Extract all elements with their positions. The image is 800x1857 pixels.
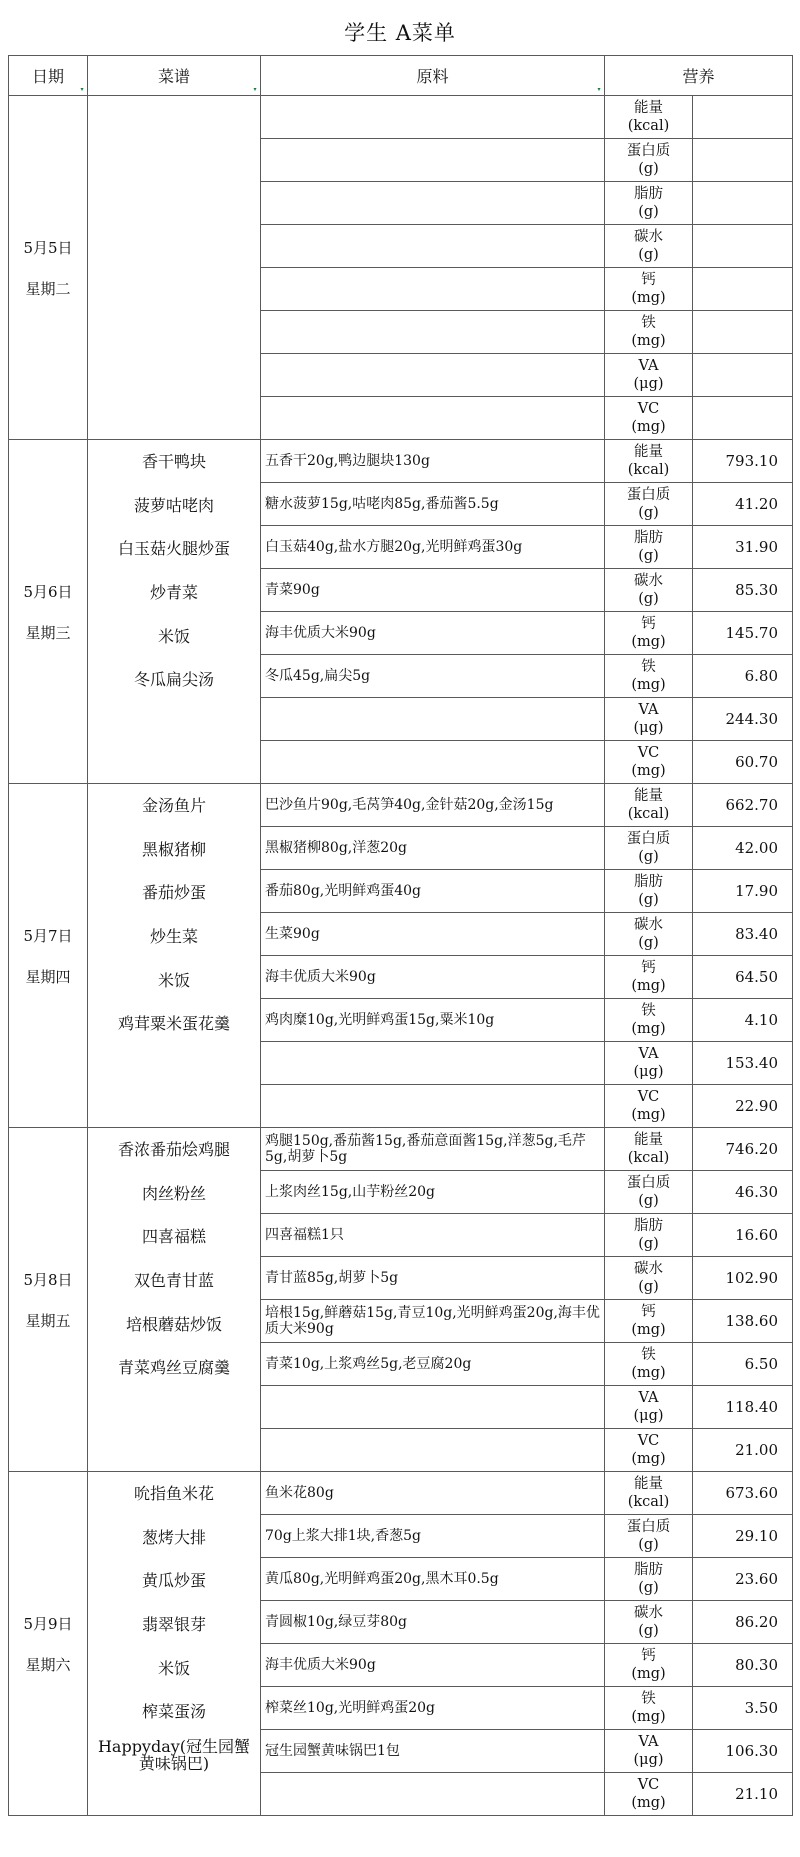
nutrient-unit: (μg)	[633, 1752, 664, 1768]
dish-name: 鸡茸粟米蛋花羹	[117, 1014, 230, 1034]
nutrient-label-cell	[605, 569, 693, 612]
dish-name: 炒青菜	[149, 583, 198, 603]
nutrient-unit: (kcal)	[627, 118, 670, 134]
nutrient-label-cell	[605, 1085, 693, 1128]
ingredient-cell[interactable]: 青菜90g	[261, 569, 605, 612]
menu-body	[9, 96, 793, 1816]
nutrient-name: 铁	[641, 1003, 656, 1019]
nutrient-name: VA	[638, 1734, 659, 1750]
nutrient-value-cell[interactable]	[693, 225, 793, 268]
nutrient-unit: (kcal)	[627, 1150, 670, 1166]
dish-name: 米饭	[157, 1658, 190, 1678]
table-row	[9, 1472, 793, 1515]
date-label: 5月8日	[23, 1270, 73, 1289]
ingredient-cell[interactable]	[261, 1429, 605, 1472]
nutrient-name: VA	[638, 1390, 659, 1406]
nutrient-name: 脂肪	[634, 874, 663, 890]
dish-name: 翡翠银芽	[141, 1615, 206, 1635]
nutrient-unit: (mg)	[631, 634, 666, 650]
nutrient-unit: (g)	[638, 591, 659, 607]
weekday-label: 星期四	[25, 967, 71, 986]
ingredient-cell[interactable]: 黑椒猪柳80g,洋葱20g	[261, 827, 605, 870]
nutrient-name: VA	[638, 1046, 659, 1062]
nutrient-value-cell[interactable]: 4.10	[693, 999, 793, 1042]
ingredient-cell[interactable]: 鱼米花80g	[261, 1472, 605, 1515]
nutrient-unit: (g)	[638, 505, 659, 521]
nutrient-label-cell	[605, 139, 693, 182]
nutrient-unit: (μg)	[633, 1408, 664, 1424]
ingredient-cell[interactable]: 青圆椒10g,绿豆芽80g	[261, 1601, 605, 1644]
nutrient-name: 碳水	[634, 573, 663, 589]
nutrient-name: 铁	[641, 659, 656, 675]
ingredient-cell[interactable]: 冠生园蟹黄味锅巴1包	[261, 1730, 605, 1773]
nutrient-value-cell[interactable]: 106.30	[693, 1730, 793, 1773]
nutrient-unit: (mg)	[631, 1365, 666, 1381]
date-label: 5月5日	[23, 238, 73, 257]
nutrient-name: 钙	[641, 272, 656, 288]
nutrient-label-cell	[605, 1472, 693, 1515]
nutrient-label-cell	[605, 483, 693, 526]
nutrient-unit: (mg)	[631, 1666, 666, 1682]
nutrient-label-cell	[605, 612, 693, 655]
nutrient-label-cell	[605, 698, 693, 741]
date-label: 5月6日	[23, 582, 73, 601]
ingredient-cell[interactable]: 海丰优质大米90g	[261, 612, 605, 655]
nutrient-label-cell	[605, 1171, 693, 1214]
nutrient-unit: (mg)	[631, 1107, 666, 1123]
ingredient-cell[interactable]: 青甘蓝85g,胡萝卜5g	[261, 1257, 605, 1300]
nutrient-unit: (kcal)	[627, 1494, 670, 1510]
ingredient-cell[interactable]: 生菜90g	[261, 913, 605, 956]
ingredient-cell[interactable]	[261, 1085, 605, 1128]
nutrient-name: 蛋白质	[626, 487, 671, 503]
nutrient-name: 蛋白质	[626, 1519, 671, 1535]
nutrient-label-cell	[605, 1773, 693, 1816]
nutrient-name: 蛋白质	[626, 1175, 671, 1191]
nutrient-label-cell	[605, 1601, 693, 1644]
nutrient-label-cell	[605, 354, 693, 397]
nutrient-unit: (mg)	[631, 1021, 666, 1037]
nutrient-value-cell[interactable]: 6.50	[693, 1343, 793, 1386]
nutrient-name: 铁	[641, 1691, 656, 1707]
dish-name: 米饭	[157, 970, 190, 990]
nutrient-label-cell	[605, 741, 693, 784]
ingredient-cell[interactable]: 青菜10g,上浆鸡丝5g,老豆腐20g	[261, 1343, 605, 1386]
header-date-label: 日期	[31, 67, 64, 86]
nutrient-label-cell	[605, 1429, 693, 1472]
nutrient-unit: (μg)	[633, 720, 664, 736]
nutrient-unit: (μg)	[633, 376, 664, 392]
menu-title: 学生 A菜单	[344, 21, 456, 45]
date-cell[interactable]	[9, 1472, 88, 1816]
nutrient-value-cell[interactable]: 85.30	[693, 569, 793, 612]
ingredient-cell[interactable]	[261, 182, 605, 225]
nutrient-name: VC	[637, 1433, 660, 1449]
nutrient-value-cell[interactable]: 21.10	[693, 1773, 793, 1816]
nutrient-unit: (g)	[638, 247, 659, 263]
ingredient-cell[interactable]: 白玉菇40g,盐水方腿20g,光明鲜鸡蛋30g	[261, 526, 605, 569]
ingredient-cell[interactable]: 鸡肉糜10g,光明鲜鸡蛋15g,粟米10g	[261, 999, 605, 1042]
nutrient-name: 碳水	[634, 917, 663, 933]
nutrient-value-cell[interactable]: 64.50	[693, 956, 793, 999]
nutrient-unit: (g)	[638, 548, 659, 564]
nutrient-unit: (mg)	[631, 677, 666, 693]
nutrient-value-cell[interactable]: 83.40	[693, 913, 793, 956]
ingredient-cell[interactable]: 海丰优质大米90g	[261, 1644, 605, 1687]
nutrient-unit: (mg)	[631, 763, 666, 779]
nutrient-unit: (mg)	[631, 978, 666, 994]
nutrient-value-cell[interactable]: 118.40	[693, 1386, 793, 1429]
nutrient-name: 脂肪	[634, 1218, 663, 1234]
header-ingredients-label: 原料	[416, 67, 449, 86]
nutrient-value-cell[interactable]: 793.10	[693, 440, 793, 483]
nutrient-value-cell[interactable]: 80.30	[693, 1644, 793, 1687]
nutrient-value-cell[interactable]	[693, 311, 793, 354]
nutrient-value-cell[interactable]: 17.90	[693, 870, 793, 913]
nutrient-unit: (g)	[638, 1193, 659, 1209]
dish-name: 肉丝粉丝	[141, 1183, 206, 1203]
nutrient-value-cell[interactable]	[693, 96, 793, 139]
nutrient-label-cell	[605, 784, 693, 827]
dish-name: 炒生菜	[149, 927, 198, 947]
nutrient-name: 蛋白质	[626, 831, 671, 847]
nutrient-label-cell	[605, 827, 693, 870]
date-label: 5月9日	[23, 1614, 73, 1633]
nutrient-value-cell[interactable]: 29.10	[693, 1515, 793, 1558]
nutrient-unit: (g)	[638, 892, 659, 908]
ingredient-cell[interactable]: 上浆肉丝15g,山芋粉丝20g	[261, 1171, 605, 1214]
dish-name: 黄瓜炒蛋	[141, 1571, 206, 1591]
nutrient-label-cell	[605, 96, 693, 139]
recipe-cell[interactable]	[88, 440, 261, 784]
nutrient-value-cell[interactable]: 746.20	[693, 1128, 793, 1171]
ingredient-cell[interactable]: 海丰优质大米90g	[261, 956, 605, 999]
nutrient-value-cell[interactable]	[693, 397, 793, 440]
nutrient-value-cell[interactable]: 46.30	[693, 1171, 793, 1214]
ingredient-cell[interactable]: 巴沙鱼片90g,毛莴笋40g,金针菇20g,金汤15g	[261, 784, 605, 827]
dish-name: 冬瓜扁尖汤	[133, 670, 214, 690]
nutrient-unit: (g)	[638, 1236, 659, 1252]
nutrient-value-cell[interactable]: 42.00	[693, 827, 793, 870]
nutrient-label-cell	[605, 1300, 693, 1343]
nutrient-label-cell	[605, 1343, 693, 1386]
weekday-label: 星期三	[25, 623, 71, 642]
dish-name: 菠萝咕咾肉	[133, 495, 214, 515]
ingredient-cell[interactable]: 培根15g,鲜蘑菇15g,青豆10g,光明鲜鸡蛋20g,海丰优质大米90g	[261, 1300, 605, 1343]
nutrient-label-cell	[605, 182, 693, 225]
table-row	[9, 96, 793, 139]
nutrient-unit: (mg)	[631, 333, 666, 349]
nutrient-value-cell[interactable]: 60.70	[693, 741, 793, 784]
nutrient-label-cell	[605, 956, 693, 999]
ingredient-cell[interactable]	[261, 1042, 605, 1085]
date-cell[interactable]	[9, 1128, 88, 1472]
nutrient-label-cell	[605, 311, 693, 354]
nutrient-name: 能量	[634, 1132, 663, 1148]
nutrient-unit: (g)	[638, 161, 659, 177]
nutrient-value-cell[interactable]: 86.20	[693, 1601, 793, 1644]
nutrient-name: 铁	[641, 315, 656, 331]
dish-name: 双色青甘蓝	[133, 1271, 214, 1291]
dish-name: 黑椒猪柳	[141, 839, 206, 859]
nutrient-name: 能量	[634, 1476, 663, 1492]
header-recipe-label: 菜谱	[157, 67, 190, 86]
dish-name: 榨菜蛋汤	[141, 1702, 206, 1722]
dish-name: 吮指鱼米花	[133, 1484, 214, 1504]
nutrient-label-cell	[605, 913, 693, 956]
nutrient-label-cell	[605, 1128, 693, 1171]
recipe-cell[interactable]	[88, 96, 261, 440]
nutrient-name: VC	[637, 1777, 660, 1793]
filter-dropdown-icon[interactable]: ▾	[597, 86, 601, 93]
nutrient-label-cell	[605, 870, 693, 913]
ingredient-cell[interactable]: 冬瓜45g,扁尖5g	[261, 655, 605, 698]
ingredient-cell[interactable]	[261, 698, 605, 741]
nutrient-value-cell[interactable]	[693, 354, 793, 397]
nutrient-name: 钙	[641, 960, 656, 976]
ingredient-cell[interactable]: 70g上浆大排1块,香葱5g	[261, 1515, 605, 1558]
date-label: 5月7日	[23, 926, 73, 945]
nutrient-label-cell	[605, 1687, 693, 1730]
nutrient-value-cell[interactable]: 3.50	[693, 1687, 793, 1730]
nutrient-unit: (g)	[638, 1279, 659, 1295]
nutrient-unit: (mg)	[631, 290, 666, 306]
nutrient-label-cell	[605, 655, 693, 698]
header-date[interactable]	[9, 56, 88, 96]
ingredient-cell[interactable]	[261, 139, 605, 182]
nutrient-label-cell	[605, 397, 693, 440]
dish-name: 白玉菇火腿炒蛋	[117, 539, 230, 559]
nutrient-value-cell[interactable]: 31.90	[693, 526, 793, 569]
ingredient-cell[interactable]: 黄瓜80g,光明鲜鸡蛋20g,黑木耳0.5g	[261, 1558, 605, 1601]
nutrient-label-cell	[605, 1257, 693, 1300]
ingredient-cell[interactable]	[261, 1386, 605, 1429]
table-row	[9, 784, 793, 827]
header-ingredients[interactable]	[261, 56, 605, 96]
ingredient-cell[interactable]	[261, 354, 605, 397]
ingredient-cell[interactable]	[261, 741, 605, 784]
date-cell[interactable]	[9, 440, 88, 784]
nutrient-name: 钙	[641, 1648, 656, 1664]
nutrient-label-cell	[605, 1386, 693, 1429]
nutrient-unit: (mg)	[631, 419, 666, 435]
nutrient-value-cell[interactable]: 6.80	[693, 655, 793, 698]
nutrient-value-cell[interactable]: 244.30	[693, 698, 793, 741]
dish-name: 葱烤大排	[141, 1527, 206, 1547]
nutrient-label-cell	[605, 268, 693, 311]
nutrient-name: VA	[638, 702, 659, 718]
nutrient-label-cell	[605, 526, 693, 569]
menu-table	[8, 55, 793, 1816]
nutrient-label-cell	[605, 999, 693, 1042]
header-nutrition[interactable]	[605, 56, 793, 96]
nutrient-unit: (g)	[638, 1537, 659, 1553]
nutrient-name: 铁	[641, 1347, 656, 1363]
dish-name: 香干鸭块	[141, 452, 206, 472]
table-row	[9, 440, 793, 483]
nutrient-name: 能量	[634, 444, 663, 460]
ingredient-cell[interactable]	[261, 225, 605, 268]
nutrient-unit: (kcal)	[627, 462, 670, 478]
ingredient-cell[interactable]: 榨菜丝10g,光明鲜鸡蛋20g	[261, 1687, 605, 1730]
dish-name: 青菜鸡丝豆腐羹	[117, 1358, 230, 1378]
nutrient-value-cell[interactable]	[693, 182, 793, 225]
nutrient-value-cell[interactable]	[693, 139, 793, 182]
dish-name: 番茄炒蛋	[141, 883, 206, 903]
menu-sheet	[8, 0, 792, 1816]
nutrient-unit: (g)	[638, 849, 659, 865]
nutrient-name: 蛋白质	[626, 143, 671, 159]
nutrient-name: 碳水	[634, 1605, 663, 1621]
nutrient-label-cell	[605, 1644, 693, 1687]
nutrient-value-cell[interactable]: 138.60	[693, 1300, 793, 1343]
header-row	[9, 56, 793, 96]
nutrient-unit: (g)	[638, 935, 659, 951]
dish-name: 四喜福糕	[141, 1227, 206, 1247]
filter-dropdown-icon[interactable]: ▾	[80, 86, 84, 93]
weekday-label: 星期五	[25, 1311, 71, 1330]
nutrient-value-cell[interactable]: 153.40	[693, 1042, 793, 1085]
nutrient-value-cell[interactable]: 145.70	[693, 612, 793, 655]
dish-name: Happyday(冠生园蟹黄味锅巴)	[97, 1737, 251, 1774]
header-nutrition-label: 营养	[682, 67, 715, 86]
ingredient-cell[interactable]: 番茄80g,光明鲜鸡蛋40g	[261, 870, 605, 913]
nutrient-value-cell[interactable]: 21.00	[693, 1429, 793, 1472]
nutrient-value-cell[interactable]: 662.70	[693, 784, 793, 827]
date-cell[interactable]	[9, 784, 88, 1128]
recipe-cell[interactable]	[88, 1128, 261, 1472]
nutrient-name: VC	[637, 1089, 660, 1105]
nutrient-label-cell	[605, 1515, 693, 1558]
nutrient-value-cell[interactable]: 673.60	[693, 1472, 793, 1515]
ingredient-cell[interactable]: 四喜福糕1只	[261, 1214, 605, 1257]
ingredient-cell[interactable]	[261, 311, 605, 354]
dish-name: 培根蘑菇炒饭	[125, 1314, 222, 1334]
dish-name: 香浓番茄烩鸡腿	[117, 1140, 230, 1160]
nutrient-value-cell[interactable]: 23.60	[693, 1558, 793, 1601]
table-row	[9, 1128, 793, 1171]
nutrient-unit: (μg)	[633, 1064, 664, 1080]
filter-dropdown-icon[interactable]: ▾	[253, 86, 257, 93]
nutrient-unit: (mg)	[631, 1322, 666, 1338]
weekday-label: 星期二	[25, 279, 71, 298]
nutrient-name: VC	[637, 401, 660, 417]
ingredient-cell[interactable]	[261, 1773, 605, 1816]
date-cell[interactable]	[9, 96, 88, 440]
nutrient-unit: (mg)	[631, 1709, 666, 1725]
nutrient-name: 脂肪	[634, 1562, 663, 1578]
nutrient-name: VA	[638, 358, 659, 374]
ingredient-cell[interactable]: 五香干20g,鸭边腿块130g	[261, 440, 605, 483]
recipe-cell[interactable]	[88, 784, 261, 1128]
nutrient-value-cell[interactable]	[693, 268, 793, 311]
nutrient-name: 碳水	[634, 229, 663, 245]
nutrient-value-cell[interactable]: 41.20	[693, 483, 793, 526]
nutrient-label-cell	[605, 225, 693, 268]
nutrient-name: 能量	[634, 100, 663, 116]
nutrient-value-cell[interactable]: 16.60	[693, 1214, 793, 1257]
nutrient-label-cell	[605, 440, 693, 483]
nutrient-unit: (mg)	[631, 1451, 666, 1467]
nutrient-unit: (g)	[638, 1580, 659, 1596]
dish-name: 金汤鱼片	[141, 796, 206, 816]
nutrient-label-cell	[605, 1214, 693, 1257]
nutrient-name: 钙	[641, 616, 656, 632]
nutrient-label-cell	[605, 1558, 693, 1601]
nutrient-name: 碳水	[634, 1261, 663, 1277]
ingredient-cell[interactable]: 鸡腿150g,番茄酱15g,番茄意面酱15g,洋葱5g,毛芹5g,胡萝卜5g	[261, 1128, 605, 1171]
nutrient-name: 钙	[641, 1304, 656, 1320]
ingredient-cell[interactable]: 糖水菠萝15g,咕咾肉85g,番茄酱5.5g	[261, 483, 605, 526]
nutrient-unit: (g)	[638, 204, 659, 220]
nutrient-label-cell	[605, 1042, 693, 1085]
dish-name: 米饭	[157, 626, 190, 646]
nutrient-unit: (kcal)	[627, 806, 670, 822]
recipe-cell[interactable]	[88, 1472, 261, 1816]
nutrient-name: 脂肪	[634, 530, 663, 546]
ingredient-cell[interactable]	[261, 268, 605, 311]
nutrient-value-cell[interactable]: 102.90	[693, 1257, 793, 1300]
nutrient-name: 脂肪	[634, 186, 663, 202]
nutrient-name: 能量	[634, 788, 663, 804]
ingredient-cell[interactable]	[261, 96, 605, 139]
nutrient-unit: (mg)	[631, 1795, 666, 1811]
ingredient-cell[interactable]	[261, 397, 605, 440]
nutrient-unit: (g)	[638, 1623, 659, 1639]
weekday-label: 星期六	[25, 1655, 71, 1674]
nutrient-name: VC	[637, 745, 660, 761]
nutrient-value-cell[interactable]: 22.90	[693, 1085, 793, 1128]
nutrient-label-cell	[605, 1730, 693, 1773]
header-recipe[interactable]	[88, 56, 261, 96]
